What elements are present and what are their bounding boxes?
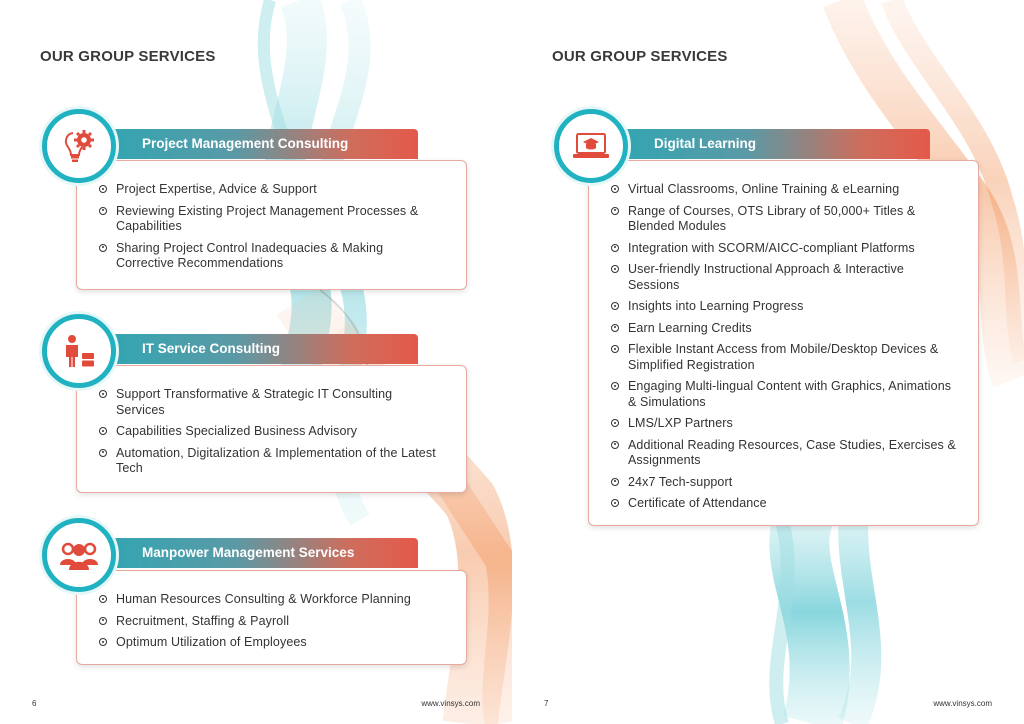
laptop-graduation-cap-icon	[571, 130, 611, 162]
bullet-icon	[611, 499, 619, 507]
bullet-icon	[611, 265, 619, 273]
section-icon-badge	[42, 314, 116, 388]
list-item: 24x7 Tech-support	[611, 475, 956, 491]
section-title-banner: IT Service Consulting	[84, 334, 418, 364]
bullet-icon	[99, 638, 107, 646]
page-number: 7	[544, 699, 549, 708]
list-item: Project Expertise, Advice & Support	[99, 182, 439, 198]
bullet-icon	[99, 617, 107, 625]
bullet-icon	[611, 345, 619, 353]
service-list	[99, 182, 439, 278]
bullet-icon	[611, 441, 619, 449]
bullet-icon	[99, 595, 107, 603]
service-list	[611, 182, 956, 518]
bullet-icon	[611, 478, 619, 486]
page-heading: OUR GROUP SERVICES	[40, 48, 216, 65]
list-item: Engaging Multi-lingual Content with Graphics, Animations & Simulations	[611, 379, 956, 410]
service-card-digital-learning	[588, 160, 979, 526]
list-item: Insights into Learning Progress	[611, 299, 956, 315]
list-item: Capabilities Specialized Business Advisory	[99, 424, 439, 440]
list-item: Support Transformative & Strategic IT Consulting Services	[99, 387, 439, 418]
list-item: Optimum Utilization of Employees	[99, 635, 439, 651]
bullet-icon	[99, 185, 107, 193]
bullet-icon	[611, 382, 619, 390]
section-icon-badge	[42, 518, 116, 592]
service-card-it-service	[76, 365, 467, 493]
bullet-icon	[611, 185, 619, 193]
bullet-icon	[611, 419, 619, 427]
list-item: User-friendly Instructional Approach & Interactive Sessions	[611, 262, 956, 293]
page-heading: OUR GROUP SERVICES	[552, 48, 728, 65]
bullet-icon	[611, 324, 619, 332]
list-item: Automation, Digitalization & Implementation of the Latest Tech	[99, 446, 439, 477]
bullet-icon	[611, 207, 619, 215]
list-item: LMS/LXP Partners	[611, 416, 956, 432]
list-item: Sharing Project Control Inadequacies & Making Corrective Recommendations	[99, 241, 439, 272]
bullet-icon	[99, 390, 107, 398]
list-item: Recruitment, Staffing & Payroll	[99, 614, 439, 630]
section-title-banner: Project Management Consulting	[84, 129, 418, 159]
list-item: Human Resources Consulting & Workforce Planning	[99, 592, 439, 608]
people-group-icon	[59, 539, 99, 571]
bullet-icon	[99, 449, 107, 457]
section-icon-badge	[42, 109, 116, 183]
bullet-icon	[611, 302, 619, 310]
website-url: www.vinsys.com	[421, 699, 480, 708]
bullet-icon	[99, 244, 107, 252]
bullet-icon	[99, 427, 107, 435]
page-number: 6	[32, 699, 37, 708]
list-item: Certificate of Attendance	[611, 496, 956, 512]
list-item: Range of Courses, OTS Library of 50,000+ Titles & Blended Modules	[611, 204, 956, 235]
list-item: Additional Reading Resources, Case Studies, Exercises & Assignments	[611, 438, 956, 469]
list-item: Virtual Classrooms, Online Training & eLearning	[611, 182, 956, 198]
service-list	[99, 387, 439, 483]
section-icon-badge	[554, 109, 628, 183]
list-item: Earn Learning Credits	[611, 321, 956, 337]
lightbulb-gear-icon	[61, 128, 97, 164]
service-list	[99, 592, 439, 657]
website-url: www.vinsys.com	[933, 699, 992, 708]
bullet-icon	[611, 244, 619, 252]
list-item: Integration with SCORM/AICC-compliant Platforms	[611, 241, 956, 257]
service-card-project-management	[76, 160, 467, 290]
list-item: Flexible Instant Access from Mobile/Desktop Devices & Simplified Registration	[611, 342, 956, 373]
right-page	[512, 0, 1024, 724]
service-card-manpower	[76, 570, 467, 665]
person-server-icon	[60, 333, 98, 369]
section-title-banner: Manpower Management Services	[84, 538, 418, 568]
bullet-icon	[99, 207, 107, 215]
section-title-banner: Digital Learning	[596, 129, 930, 159]
list-item: Reviewing Existing Project Management Processes & Capabilities	[99, 204, 439, 235]
